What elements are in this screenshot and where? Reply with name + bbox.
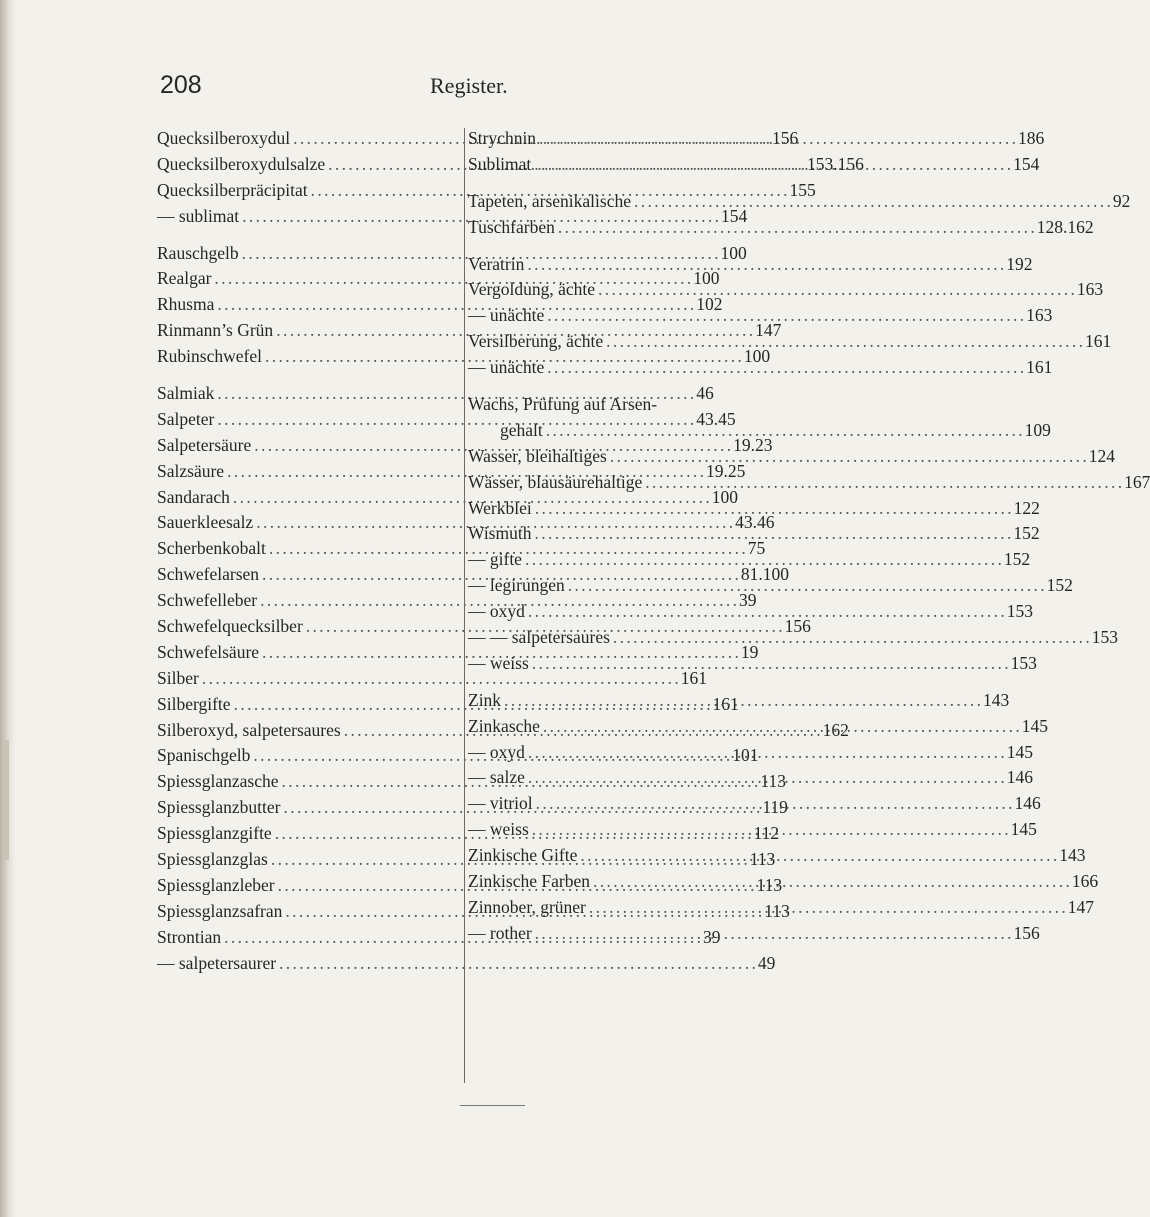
entry-term: Rhusma <box>157 294 215 315</box>
index-entry <box>468 279 1104 305</box>
entry-term: — rother <box>468 922 532 943</box>
entry-page-number: 156 <box>772 128 799 148</box>
entry-page-number: 192 <box>1006 253 1033 274</box>
index-entry <box>468 128 1045 154</box>
entry-term: Rubinschwefel <box>157 346 262 367</box>
entry-page-number: 153 <box>1091 627 1119 648</box>
entry-term: Silbergifte <box>157 693 231 714</box>
entry-term: Quecksilberoxydul <box>157 128 291 148</box>
dot-leader <box>547 305 1023 326</box>
index-entry <box>468 549 1031 575</box>
entry-term: — weiss <box>468 819 529 840</box>
entry-term: Spiessglanzbutter <box>157 797 281 818</box>
entry-term: Strontian <box>157 926 222 947</box>
entry-page-number: 186 <box>1017 128 1045 148</box>
index-entry <box>468 871 1099 897</box>
index-entry <box>468 253 1033 280</box>
index-entry <box>468 627 1119 653</box>
dot-leader <box>532 819 1008 840</box>
entry-term: Rinmann’s Grün <box>157 320 274 341</box>
entry-term: Zink <box>468 689 502 710</box>
entry-page-number: 167 <box>1124 471 1150 492</box>
entry-page-number: 147 <box>1067 896 1094 917</box>
entry-page-number: 100 <box>711 486 739 507</box>
entry-page-number: 154 <box>721 205 748 226</box>
entry-page-number: 163 <box>1076 279 1104 300</box>
entry-term: — unächte <box>468 305 545 326</box>
entry-term: Salpeter <box>157 408 215 429</box>
index-entry <box>468 305 1053 331</box>
index-entry <box>468 652 1037 679</box>
entry-page-number: 100 <box>743 346 771 367</box>
dot-leader <box>558 217 1034 238</box>
entry-term: — — salpetersaures <box>468 627 610 648</box>
dot-leader <box>528 601 1004 622</box>
entry-page-number: 102 <box>696 294 723 315</box>
entry-page-number: 119 <box>762 797 788 818</box>
entry-term: Quecksilberoxydulsalze <box>157 153 326 174</box>
entry-page-number: 145 <box>1006 741 1033 762</box>
dot-leader <box>613 627 1089 648</box>
entry-term: Schwefelarsen <box>157 564 260 585</box>
dot-leader <box>536 793 1012 814</box>
entry-term: Vergoldung, ächte <box>468 279 596 300</box>
index-entry <box>468 845 1086 871</box>
entry-term: Veratrin <box>468 253 525 274</box>
entry-term: Schwefelleber <box>157 590 258 611</box>
entry-term: — weiss <box>468 652 529 673</box>
entry-term: Quecksilberpräcipitat <box>157 179 308 200</box>
entry-term: Spiessglanzsafran <box>157 900 283 921</box>
entry-page-number: 19 <box>740 641 759 662</box>
entry-term: Tapeten, arsenikalische <box>468 190 632 211</box>
entry-term: — vitriol <box>468 793 533 814</box>
entry-page-number: 153 <box>1010 652 1037 673</box>
entry-term: — unächte <box>468 357 545 378</box>
entry-page-number: 153.156 <box>807 153 864 174</box>
dot-leader <box>279 953 755 974</box>
entry-term: Sandarach <box>157 486 230 507</box>
dot-leader <box>528 767 1004 788</box>
index-entry <box>468 819 1037 845</box>
dot-leader <box>527 254 1003 275</box>
entry-term: — gifte <box>468 549 522 570</box>
entry-page-number: 39 <box>738 590 757 611</box>
index-entry <box>468 689 1010 716</box>
entry-term: Versilberung, ächte <box>468 331 604 352</box>
entry-page-number: 124 <box>1088 445 1115 466</box>
entry-term: Salpetersäure <box>157 434 252 455</box>
index-entry <box>468 767 1033 793</box>
entry-page-number: 152 <box>1046 575 1073 596</box>
index-entry <box>468 575 1073 601</box>
entry-page-number: 161 <box>1084 331 1112 352</box>
dot-leader <box>606 331 1082 352</box>
entry-page-number: 128.162 <box>1036 216 1094 237</box>
index-entry <box>468 523 1040 549</box>
entry-page-number: 161 <box>712 693 739 714</box>
entry-page-number: 113 <box>760 771 786 792</box>
entry-term: Scherbenkobalt <box>157 538 266 559</box>
entry-page-number: 112 <box>753 823 780 844</box>
dot-leader <box>504 690 980 711</box>
index-entry <box>468 357 1053 383</box>
entry-page-number: 155 <box>789 179 816 200</box>
entry-term: Zinkische Farben <box>468 871 590 892</box>
index-entry <box>468 922 1040 949</box>
dot-leader <box>580 845 1056 866</box>
entry-page-number: 122 <box>1013 497 1040 518</box>
index-entry <box>468 190 1131 217</box>
end-rule <box>460 1105 525 1106</box>
entry-page-number: 43.46 <box>735 512 775 533</box>
entry-page-number: 113 <box>756 874 783 895</box>
dot-leader <box>589 897 1065 918</box>
entry-term: Spiessglanzleber <box>157 874 275 895</box>
dot-leader <box>528 742 1004 763</box>
dot-leader <box>546 420 1022 441</box>
index-entry <box>468 497 1040 524</box>
dot-leader <box>568 575 1044 596</box>
dot-leader <box>525 549 1001 570</box>
dot-leader <box>634 191 1110 212</box>
entry-page-number: 39 <box>703 926 721 947</box>
entry-term: Tuschfarben <box>468 216 555 237</box>
entry-page-number: 156 <box>784 616 811 637</box>
index-entry <box>468 394 802 420</box>
entry-term: Silberoxyd, salpetersaures <box>157 719 341 740</box>
entry-page-number: 49 <box>757 952 776 973</box>
entry-term: Salzsäure <box>157 460 225 481</box>
entry-page-number: 161 <box>680 667 707 688</box>
dot-leader <box>543 716 1019 737</box>
entry-term: Spanischgelb <box>157 745 251 766</box>
entry-page-number: 147 <box>755 320 782 341</box>
entry-page-number: 153 <box>1006 601 1033 622</box>
dot-leader <box>593 871 1069 892</box>
index-entry <box>468 331 1112 357</box>
entry-term: Wismuth <box>468 523 532 544</box>
entry-term: — oxyd <box>468 601 525 622</box>
entry-page-number: 113 <box>749 849 776 870</box>
entry-term: Salmiak <box>157 383 215 404</box>
dot-leader <box>539 128 1015 149</box>
entry-page-number: 163 <box>1026 305 1053 326</box>
entry-page-number: 145 <box>1010 819 1037 840</box>
entry-term: Wässer, blausäurehaltige <box>468 471 643 492</box>
index-entry <box>157 667 707 694</box>
dot-leader <box>534 154 1010 175</box>
dot-leader <box>532 653 1008 674</box>
entry-term: Schwefelquecksilber <box>157 616 303 637</box>
entry-term: Silber <box>157 667 199 688</box>
index-entry <box>468 216 1094 243</box>
index-entry <box>468 896 1094 923</box>
entry-term: — salpetersaurer <box>157 952 277 973</box>
entry-term: Spiessglanzgifte <box>157 823 272 844</box>
entry-term: — oxyd <box>468 741 525 762</box>
entry-page-number: 154 <box>1013 153 1040 174</box>
entry-page-number: 100 <box>720 242 747 263</box>
entry-term: Rauschgelb <box>157 242 239 263</box>
entry-page-number: 146 <box>1014 793 1041 814</box>
entry-page-number: 100 <box>693 268 720 289</box>
dot-leader <box>535 923 1011 944</box>
dot-leader <box>535 498 1011 519</box>
entry-page-number: 92 <box>1112 190 1131 211</box>
entry-page-number: 143 <box>1059 845 1086 866</box>
page-number: 208 <box>160 71 202 99</box>
entry-page-number: 101 <box>732 745 759 766</box>
entry-term: Realgar <box>157 268 212 289</box>
index-entry <box>157 952 776 979</box>
page-binding-edge <box>0 0 16 1217</box>
entry-term: Wachs, Prüfung auf Arsen- <box>468 394 658 415</box>
index-entry <box>468 793 1041 819</box>
entry-page-number: 145 <box>1021 715 1049 736</box>
entry-page-number: 161 <box>1026 357 1053 378</box>
dot-leader <box>645 472 1121 493</box>
running-head: Register. <box>430 73 508 98</box>
entry-page-number: 143 <box>982 689 1010 710</box>
index-entry <box>468 471 1150 498</box>
entry-term: Wasser, bleihaltiges <box>468 445 607 466</box>
dot-leader <box>534 523 1010 544</box>
entry-term: Werkblei <box>468 497 532 518</box>
dot-leader <box>547 357 1023 378</box>
index-entry <box>468 419 1051 446</box>
entry-page-number: 75 <box>747 538 766 559</box>
entry-term: Zinnober, grüner <box>468 896 586 917</box>
entry-page-number: 43.45 <box>696 408 736 429</box>
entry-term: Spiessglanzglas <box>157 849 268 870</box>
entry-page-number: 46 <box>696 383 714 404</box>
entry-page-number: 19.25 <box>705 460 746 481</box>
entry-page-number: 166 <box>1071 871 1099 892</box>
entry-page-number: 152 <box>1013 523 1040 544</box>
entry-term: — sublimat <box>157 205 240 226</box>
entry-term: Schwefelsäure <box>157 641 260 662</box>
entry-term: Sauerkleesalz <box>157 512 254 533</box>
entry-term: Sublimat <box>468 153 532 174</box>
entry-term: — legirungen <box>468 575 565 596</box>
dot-leader <box>598 279 1074 300</box>
entry-page-number: 81.100 <box>740 564 790 585</box>
entry-page-number: 19.23 <box>733 434 773 455</box>
dot-leader <box>610 446 1086 467</box>
index-entry <box>468 445 1115 472</box>
entry-page-number: 152 <box>1003 549 1031 570</box>
entry-term: Strychnin <box>468 128 537 148</box>
entry-term: Spiessglanzasche <box>157 771 279 792</box>
entry-term: gehalt <box>500 419 543 440</box>
entry-page-number: 156 <box>1013 922 1040 943</box>
entry-term: — salze <box>468 767 525 788</box>
entry-page-number: 113 <box>764 900 790 921</box>
index-entry <box>157 693 739 720</box>
index-entry <box>468 741 1033 768</box>
entry-page-number: 109 <box>1024 419 1051 440</box>
entry-term: Zinkasche <box>468 715 540 736</box>
entry-page-number: 162 <box>822 719 849 740</box>
entry-page-number: 146 <box>1006 767 1033 788</box>
entry-term: Zinkische Gifte <box>468 845 578 866</box>
